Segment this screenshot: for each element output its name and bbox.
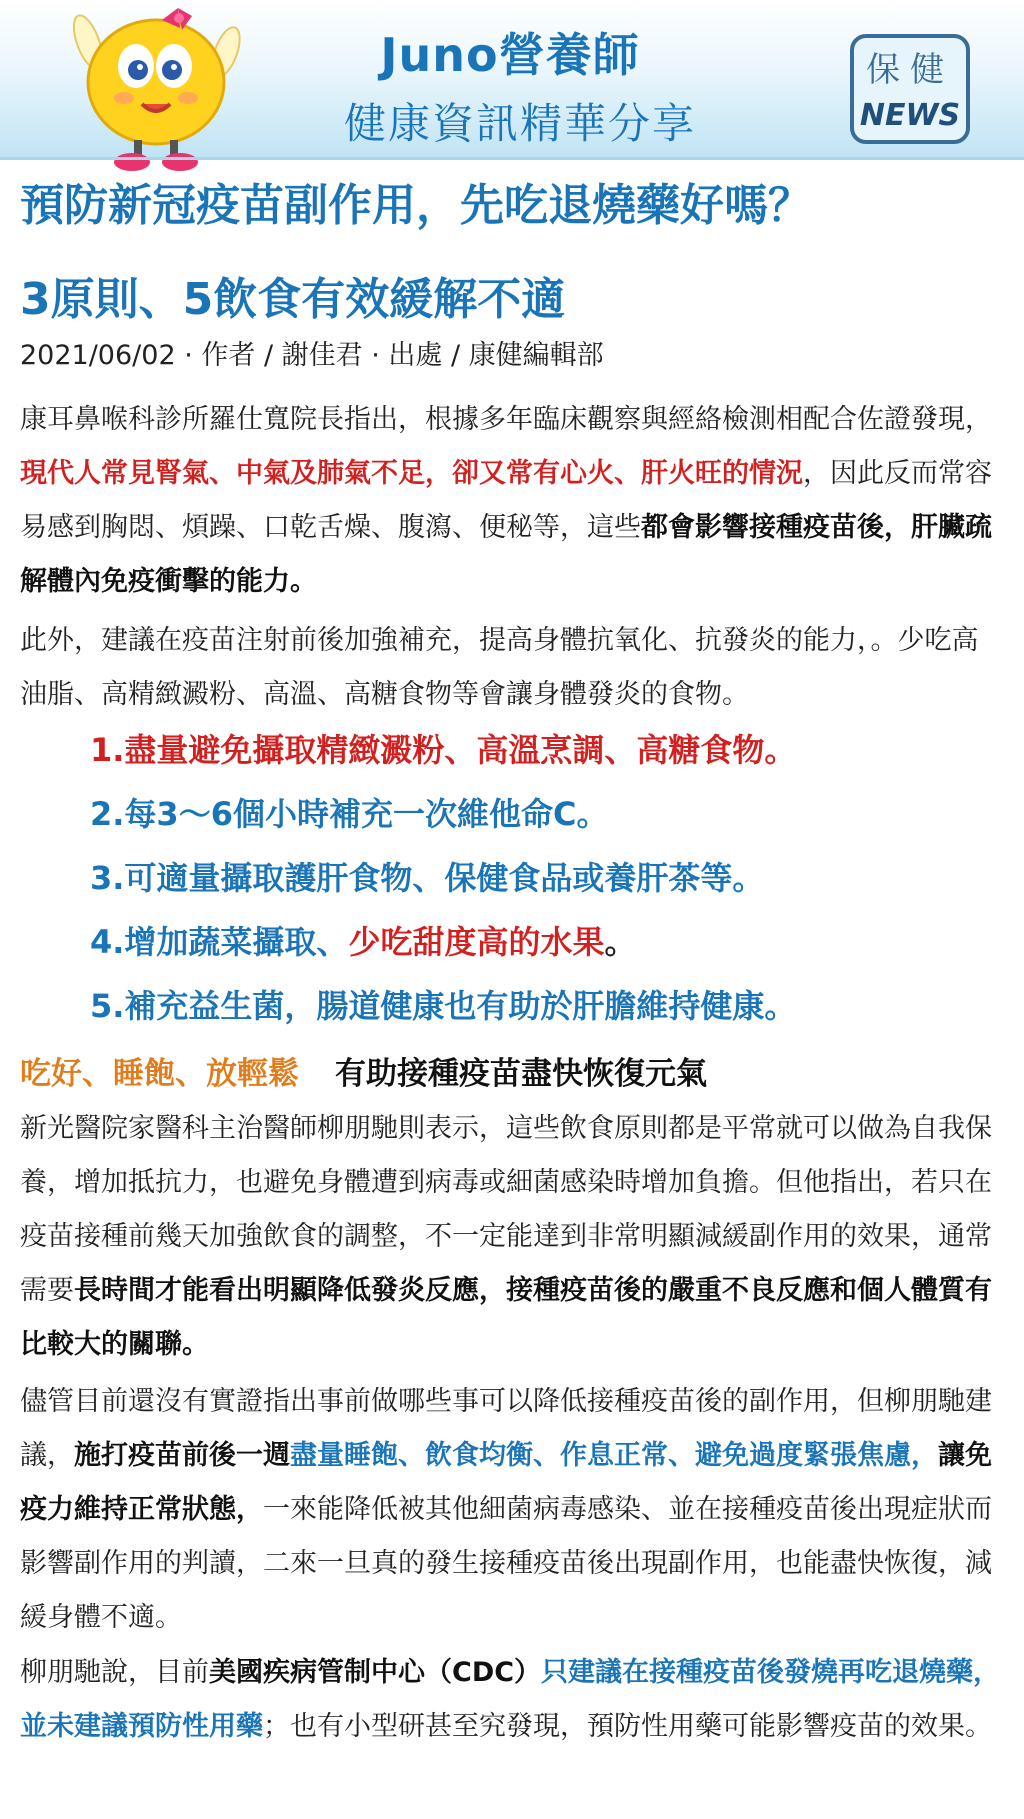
paragraph-4-bold: 施打疫苗前後一週 [74, 1440, 290, 1471]
list-item-4-highlight: 少吃甜度高的水果 [348, 923, 605, 961]
paragraph-1 [20, 393, 1004, 609]
brand-subtitle: 健康資訊精華分享 [343, 99, 696, 148]
subheading-black: 有助接種疫苗盡快恢復元氣 [335, 1056, 707, 1092]
subheading-orange: 吃好、睡飽、放輕鬆 [20, 1056, 299, 1092]
paragraph-1-highlight: 現代人常見腎氣、中氣及肺氣不足，卻又常有心火、肝火旺的情況 [20, 458, 803, 489]
paragraph-3-bold: 長時間才能看出明顯降低發炎反應，接種疫苗後的嚴重不良反應和個人體質有比較大的關聯。 [20, 1275, 992, 1360]
badge-top-text: 保健 [866, 50, 954, 90]
paragraph-2: 此外，建議在疫苗注射前後加強補充，提高身體抗氧化、抗發炎的能力，。少吃高油脂、高精緻澱粉、高溫、高糖食物等會讓身體發炎的食物。 [20, 625, 979, 710]
list-item-4-part1: 4.增加蔬菜攝取、 [90, 923, 349, 961]
paragraph-4-text: 儘管目前還沒有實證指出事前做哪些事可以降低接種疫苗後的副作用，但柳朋馳建議， [20, 1386, 992, 1471]
paragraph-4-text-2: 一來能降低被其他細菌病毒感染、並在接種疫苗後出現症狀而影響副作用的判讀，二來一旦真的發生接種疫苗後出現副作用，也能盡快恢復，減緩身體不適。 [20, 1494, 992, 1633]
list-item: 1.盡量避免攝取精緻澱粉、高溫烹調、高糖食物。 [90, 731, 797, 769]
paragraph-1-bold: 都會影響接種疫苗後，肝臟疏解體內免疫衝擊的能力。 [20, 512, 992, 597]
paragraph-5 [20, 1646, 1004, 1754]
article-title-line2: 3原則、5飲食有效緩解不適 [20, 274, 566, 325]
diet-tips-list [90, 718, 1010, 1038]
list-item: 5.補充益生菌，腸道健康也有助於肝膽維持健康。 [90, 987, 797, 1025]
list-item-4-end: 。 [604, 923, 637, 961]
paragraph-1-text-2: ，因此反而常容易感到胸悶、煩躁、口乾舌燥、腹瀉、便秘等，這些 [20, 458, 992, 543]
list-item [90, 910, 1010, 974]
paragraph-4-blue: 盡量睡飽、飲食均衡、作息正常、避免過度緊張焦慮， [290, 1440, 938, 1471]
paragraph-5-blue: 只建議在接種疫苗後發燒再吃退燒藥，並未建議預防性用藥 [20, 1657, 1001, 1742]
paragraph-5-bold: 美國疾病管制中心（CDC） [209, 1657, 542, 1688]
paragraph-5-text: 柳朋馳說，目前 [20, 1657, 209, 1688]
mascot-character-icon [66, 2, 248, 174]
list-item: 3.可適量攝取護肝食物、保健食品或養肝茶等。 [90, 859, 765, 897]
news-badge [850, 34, 970, 144]
article-meta: 2021/06/02 · 作者 / 謝佳君 · 出處 / 康健編輯部 [20, 340, 604, 371]
paragraph-1-text: 康耳鼻喉科診所羅仕寬院長指出，根據多年臨床觀察與經絡檢測相配合佐證發現， [20, 404, 992, 435]
badge-bottom-text: NEWS [859, 98, 961, 133]
header-divider [0, 157, 1024, 160]
paragraph-4-bold-2: 讓免疫力維持正常狀態， [20, 1440, 992, 1525]
paragraph-4 [20, 1375, 1004, 1645]
paragraph-3-text: 新光醫院家醫科主治醫師柳朋馳則表示，這些飲食原則都是平常就可以做為自我保養，增加抵抗力，也避免身體遭到病毒或細菌感染時增加負擔。但他指出，若只在疫苗接種前幾天加強飲食的調整，不一定能達到非常明顯減緩副作用的效果，通常需要 [20, 1113, 992, 1306]
article-title-line1: 預防新冠疫苗副作用，先吃退燒藥好嗎？ [20, 180, 812, 231]
paragraph-3 [20, 1102, 1004, 1372]
section-subheading [20, 1046, 707, 1102]
paragraph-5-text-2: ；也有小型研甚至究發現，預防性用藥可能影響疫苗的效果。 [263, 1711, 992, 1742]
brand-name: Juno營養師 [380, 28, 640, 82]
list-item: 2.每3～6個小時補充一次維他命C。 [90, 795, 609, 833]
header-banner [0, 0, 1024, 160]
